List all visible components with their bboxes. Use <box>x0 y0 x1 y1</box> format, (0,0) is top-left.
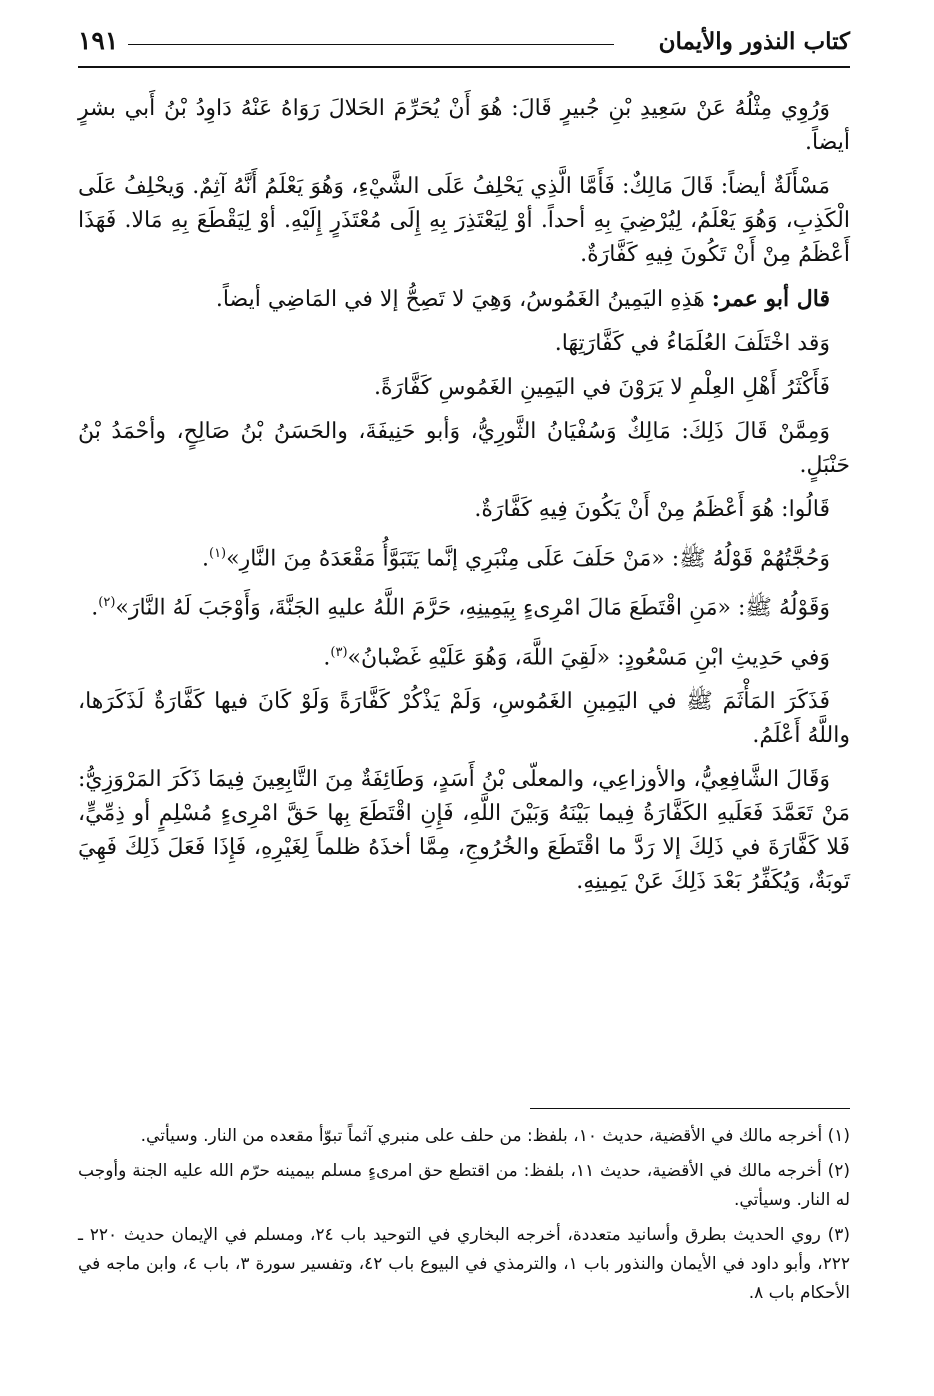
paragraph-tail: . <box>201 546 209 572</box>
footnote: (٣) روي الحديث بطرق وأسانيد متعددة، أخرجه البخاري في التوحيد باب ٢٤، ومسلم في الإيمان حديث ٢٢٠ ـ ٢٢٢، وأبو داود في الأيمان والنذور باب ١، والترمذي في البيوع باب ٤٢، وتفسير سورة ٣، باب ٤، وابن ماجه في الأحكام باب ٨. <box>78 1225 851 1303</box>
paragraph <box>78 282 850 317</box>
footnote-marker: (٣) <box>330 644 348 660</box>
main-text <box>78 92 850 909</box>
header-rule <box>78 66 850 68</box>
paragraph <box>78 636 850 675</box>
paragraph-body: هَذِهِ اليَمِينُ الغَمُوسُ، وَهِيَ لا تَصِحُّ إلا في المَاضِي أيضاً. <box>215 287 712 312</box>
paragraph: فَذَكَرَ المَأْثَمَ ﷺ في اليَمِينِ الغَمُوسِ، وَلَمْ يَذْكُرْ كَفَّارَةً وَلَوْ كَانَ فيها كَفَّارَةٌ لَذَكَرَها، واللَّهُ أَعْلَمُ. <box>78 688 850 748</box>
paragraph-body: وَفي حَدِيثِ ابْنِ مَسْعُودٍ: «لَقِيَ اللَّهَ، وَهُوَ عَلَيْهِ غَضْبانُ» <box>347 644 830 670</box>
paragraph: فَأَكْثَرُ أَهْلِ العِلْمِ لا يَرَوْنَ في اليَمِينِ الغَمُوسِ كَفَّارَةً. <box>374 375 830 400</box>
footnotes <box>78 1122 850 1314</box>
paragraph <box>78 586 850 625</box>
paragraph-tail: . <box>323 644 331 670</box>
footnote-marker: (١) <box>208 546 227 561</box>
paragraph-lead: قال أبو عمر: <box>711 286 830 312</box>
paragraph-body: وَقَوْلُهُ ﷺ: «مَنِ اقْتَطَعَ مَالَ امْرِىءٍ بِيَمِينِهِ، حَرَّمَ اللَّهُ عليهِ الجَنَّةَ، وَأَوْجَبَ لَهُ النَّارَ» <box>115 595 830 621</box>
paragraph: وَمِمَّنْ قَالَ ذَلِكَ: مَالِكٌ وَسُفْيَانُ الثَّورِيُّ، وَأبو حَنِيفَةَ، والحَسَنُ بْنُ صَالِحٍ، وأحْمَدُ بْنُ حَنْبَلٍ. <box>78 419 850 478</box>
paragraph: وَقد اخْتَلَفَ العُلَمَاءُ في كَفَّارَتِهَا. <box>554 331 830 356</box>
header-short-rule <box>128 44 614 45</box>
paragraph-tail: . <box>91 595 99 621</box>
paragraph <box>78 537 850 576</box>
paragraph: وَقَالَ الشَّافِعِيُّ، والأوزاعِي، والمعلّى بْنُ أَسَدٍ، وَطَائِفَةٌ مِنَ التَّابِعِينَ فِيمَا ذَكَرَ المَرْوَزِيُّ: مَنْ تَعَمَّدَ فَعَلَيهِ الكَفَّارَةُ فِيما بَيْنَهُ وَبَيْنَ اللَّهِ، فَإِنِ اقْتَطَعَ بِها حَقَّ امْرِىءٍ مُسْلِمٍ أو ذِمِّيٍّ، فَلا كَفَّارَةَ في ذَلِكَ إلا رَدَّ ما اقْتَطَعَ والخُرُوجِ، مِمَّا أخذَهُ ظلماً لِغَيْرِهِ، فَإِذَا فَعَلَ ذَلِكَ فَهِيَ تَوبَةٌ، وَيُكَفِّرُ بَعْدَ ذَلِكَ عَنْ يَمِينِهِ. <box>78 766 850 894</box>
running-title: كتاب النذور والأيمان <box>658 28 850 55</box>
footnote-separator <box>530 1108 850 1109</box>
paragraph: وَرُوِي مِثْلُهُ عَنْ سَعِيدِ بْنِ جُبيرٍ قَالَ: هُوَ أَنْ يُحَرِّمَ الحَلالَ رَوَاهُ عَنْهُ دَاوِدُ بْنُ أَبي بشرٍ أيضاً. <box>78 96 850 155</box>
footnote-marker: (٢) <box>98 595 116 611</box>
footnote: (٢) أخرجه مالك في الأقضية، حديث ١١، بلفظ: من اقتطع حق امرىءٍ مسلم بيمينه حرّم الله عليه الجنة وأوجب له النار. وسيأتي. <box>78 1161 850 1210</box>
page-header <box>78 22 850 68</box>
paragraph: مَسْأَلَةٌ أيضاً: قَالَ مَالِكٌ: فَأَمَّا الَّذِي يَحْلِفُ عَلَى الشَّيْءِ، وَهُوَ يَعْلَمُ أَنَّهُ آثِمٌ. وَيحْلِفُ عَلَى الْكَذِبِ، وَهُوَ يَعْلَمُ، لِيُرْضِيَ بِهِ أحداً. أوْ لِيَعْتَذِرَ بِهِ إِلَى مُعْتَذَرٍ إِلَيْهِ. أوْ لِيَقْطَعَ بِهِ مَالا. فَهَذَا أَعْظَمُ مِنْ أَنْ تَكُونَ فِيهِ كَفَّارَةٌ. <box>78 174 850 267</box>
paragraph: قَالُوا: هُوَ أَعْظَمُ مِنْ أَنْ يَكُونَ فِيهِ كَفَّارَةٌ. <box>474 497 830 522</box>
footnote: (١) أخرجه مالك في الأقضية، حديث ١٠، بلفظ: من حلف على منبري آثماً تبوّأ مقعده من النار. وسيأتي. <box>140 1126 850 1146</box>
page-number: ١٩١ <box>78 26 119 55</box>
paragraph-body: وَحُجَّتُهُمْ قَوْلُهُ ﷺ: «مَنْ حَلَفَ عَلَى مِنْبَرِي إنَّما يَتَبَوَّأُ مَقْعَدَهُ مِنَ النَّارِ» <box>226 546 830 572</box>
